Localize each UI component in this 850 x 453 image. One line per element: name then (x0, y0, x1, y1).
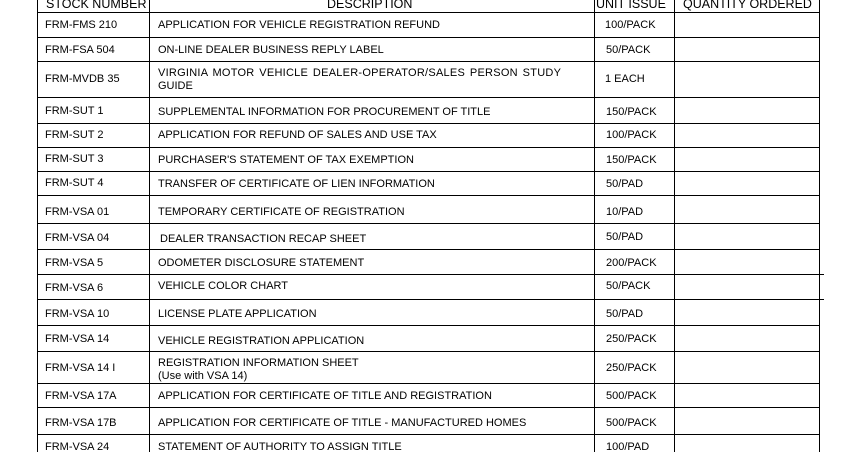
stock-number: FRM-VSA 14 I (45, 362, 116, 374)
row-divider (37, 351, 820, 352)
row-divider (37, 325, 820, 326)
row-divider (37, 274, 820, 275)
stock-number: FRM-VSA 24 (45, 441, 110, 453)
row-divider (819, 274, 824, 275)
description: VEHICLE REGISTRATION APPLICATION (158, 335, 365, 347)
description: SUPPLEMENTAL INFORMATION FOR PROCUREMENT OF TITLE (158, 106, 491, 118)
unit-issue: 100/PACK (605, 19, 656, 31)
row-divider (37, 97, 820, 98)
stock-number: FRM-MVDB 35 (45, 73, 120, 85)
unit-issue: 500/PACK (606, 390, 657, 402)
unit-issue: 10/PAD (606, 206, 644, 218)
description: VIRGINIA MOTOR VEHICLE DEALER-OPERATOR/SALES PERSON STUDY (158, 67, 562, 79)
stock-number: FRM-FSA 504 (45, 44, 115, 56)
description: TEMPORARY CERTIFICATE OF REGISTRATION (158, 206, 405, 218)
description: APPLICATION FOR CERTIFICATE OF TITLE - MANUFACTURED HOMES (158, 417, 527, 429)
header-stock-number: STOCK NUMBER (46, 0, 147, 11)
row-divider (37, 249, 820, 250)
description: DEALER TRANSACTION RECAP SHEET (160, 233, 367, 245)
unit-issue: 250/PACK (606, 333, 657, 345)
description: APPLICATION FOR VEHICLE REGISTRATION REFUND (158, 19, 440, 31)
column-divider (594, 0, 595, 452)
column-divider (674, 0, 675, 452)
header-quantity-ordered: QUANTITY ORDERED (683, 0, 812, 11)
row-divider (37, 123, 820, 124)
unit-issue: 50/PACK (606, 280, 651, 292)
stock-number: FRM-VSA 17B (45, 417, 117, 429)
stock-number: FRM-VSA 17A (45, 390, 117, 402)
column-divider (37, 0, 38, 452)
unit-issue: 500/PACK (606, 417, 657, 429)
description: STATEMENT OF AUTHORITY TO ASSIGN TITLE (158, 441, 402, 453)
stock-number: FRM-VSA 6 (45, 282, 104, 294)
row-divider (37, 12, 820, 13)
column-divider (149, 0, 150, 452)
stock-number: FRM-FMS 210 (45, 19, 118, 31)
stock-number: FRM-SUT 1 (45, 105, 104, 117)
stock-number: FRM-VSA 14 (45, 333, 110, 345)
stock-number: FRM-VSA 5 (45, 257, 104, 269)
row-divider (37, 195, 820, 196)
description-line-2: GUIDE (158, 80, 193, 92)
row-divider (37, 171, 820, 172)
unit-issue: 50/PAD (606, 308, 644, 320)
stock-number: FRM-VSA 01 (45, 206, 110, 218)
description-line-2: (Use with VSA 14) (158, 370, 248, 382)
description: REGISTRATION INFORMATION SHEET (158, 357, 359, 369)
row-divider (37, 407, 820, 408)
description: PURCHASER'S STATEMENT OF TAX EXEMPTION (158, 154, 414, 166)
unit-issue: 50/PAD (606, 178, 644, 190)
unit-issue: 250/PACK (606, 362, 657, 374)
unit-issue: 50/PACK (606, 44, 651, 56)
stock-number: FRM-SUT 2 (45, 129, 104, 141)
unit-issue: 150/PACK (606, 154, 657, 166)
unit-issue: 1 EACH (605, 73, 645, 85)
stock-number: FRM-SUT 4 (45, 177, 104, 189)
description: TRANSFER OF CERTIFICATE OF LIEN INFORMATION (158, 178, 435, 190)
row-divider (37, 61, 820, 62)
unit-issue: 50/PAD (606, 231, 644, 243)
description: APPLICATION FOR REFUND OF SALES AND USE TAX (158, 129, 437, 141)
row-divider (37, 147, 820, 148)
description: ON-LINE DEALER BUSINESS REPLY LABEL (158, 44, 384, 56)
row-divider (37, 383, 820, 384)
unit-issue: 100/PAD (606, 441, 650, 453)
description: LICENSE PLATE APPLICATION (158, 308, 317, 320)
row-divider (37, 37, 820, 38)
stock-number: FRM-VSA 10 (45, 308, 110, 320)
unit-issue: 150/PACK (606, 106, 657, 118)
description: APPLICATION FOR CERTIFICATE OF TITLE AND REGISTRATION (158, 390, 492, 402)
header-unit-issue: UNIT ISSUE (596, 0, 666, 11)
row-divider (37, 223, 820, 224)
description: ODOMETER DISCLOSURE STATEMENT (158, 257, 365, 269)
row-divider (37, 299, 824, 300)
column-divider (819, 0, 820, 452)
unit-issue: 200/PACK (606, 257, 657, 269)
stock-number: FRM-SUT 3 (45, 153, 104, 165)
header-description: DESCRIPTION (327, 0, 413, 11)
description: VEHICLE COLOR CHART (158, 280, 288, 292)
stock-number: FRM-VSA 04 (45, 232, 110, 244)
row-divider (37, 434, 820, 435)
unit-issue: 100/PACK (606, 129, 657, 141)
